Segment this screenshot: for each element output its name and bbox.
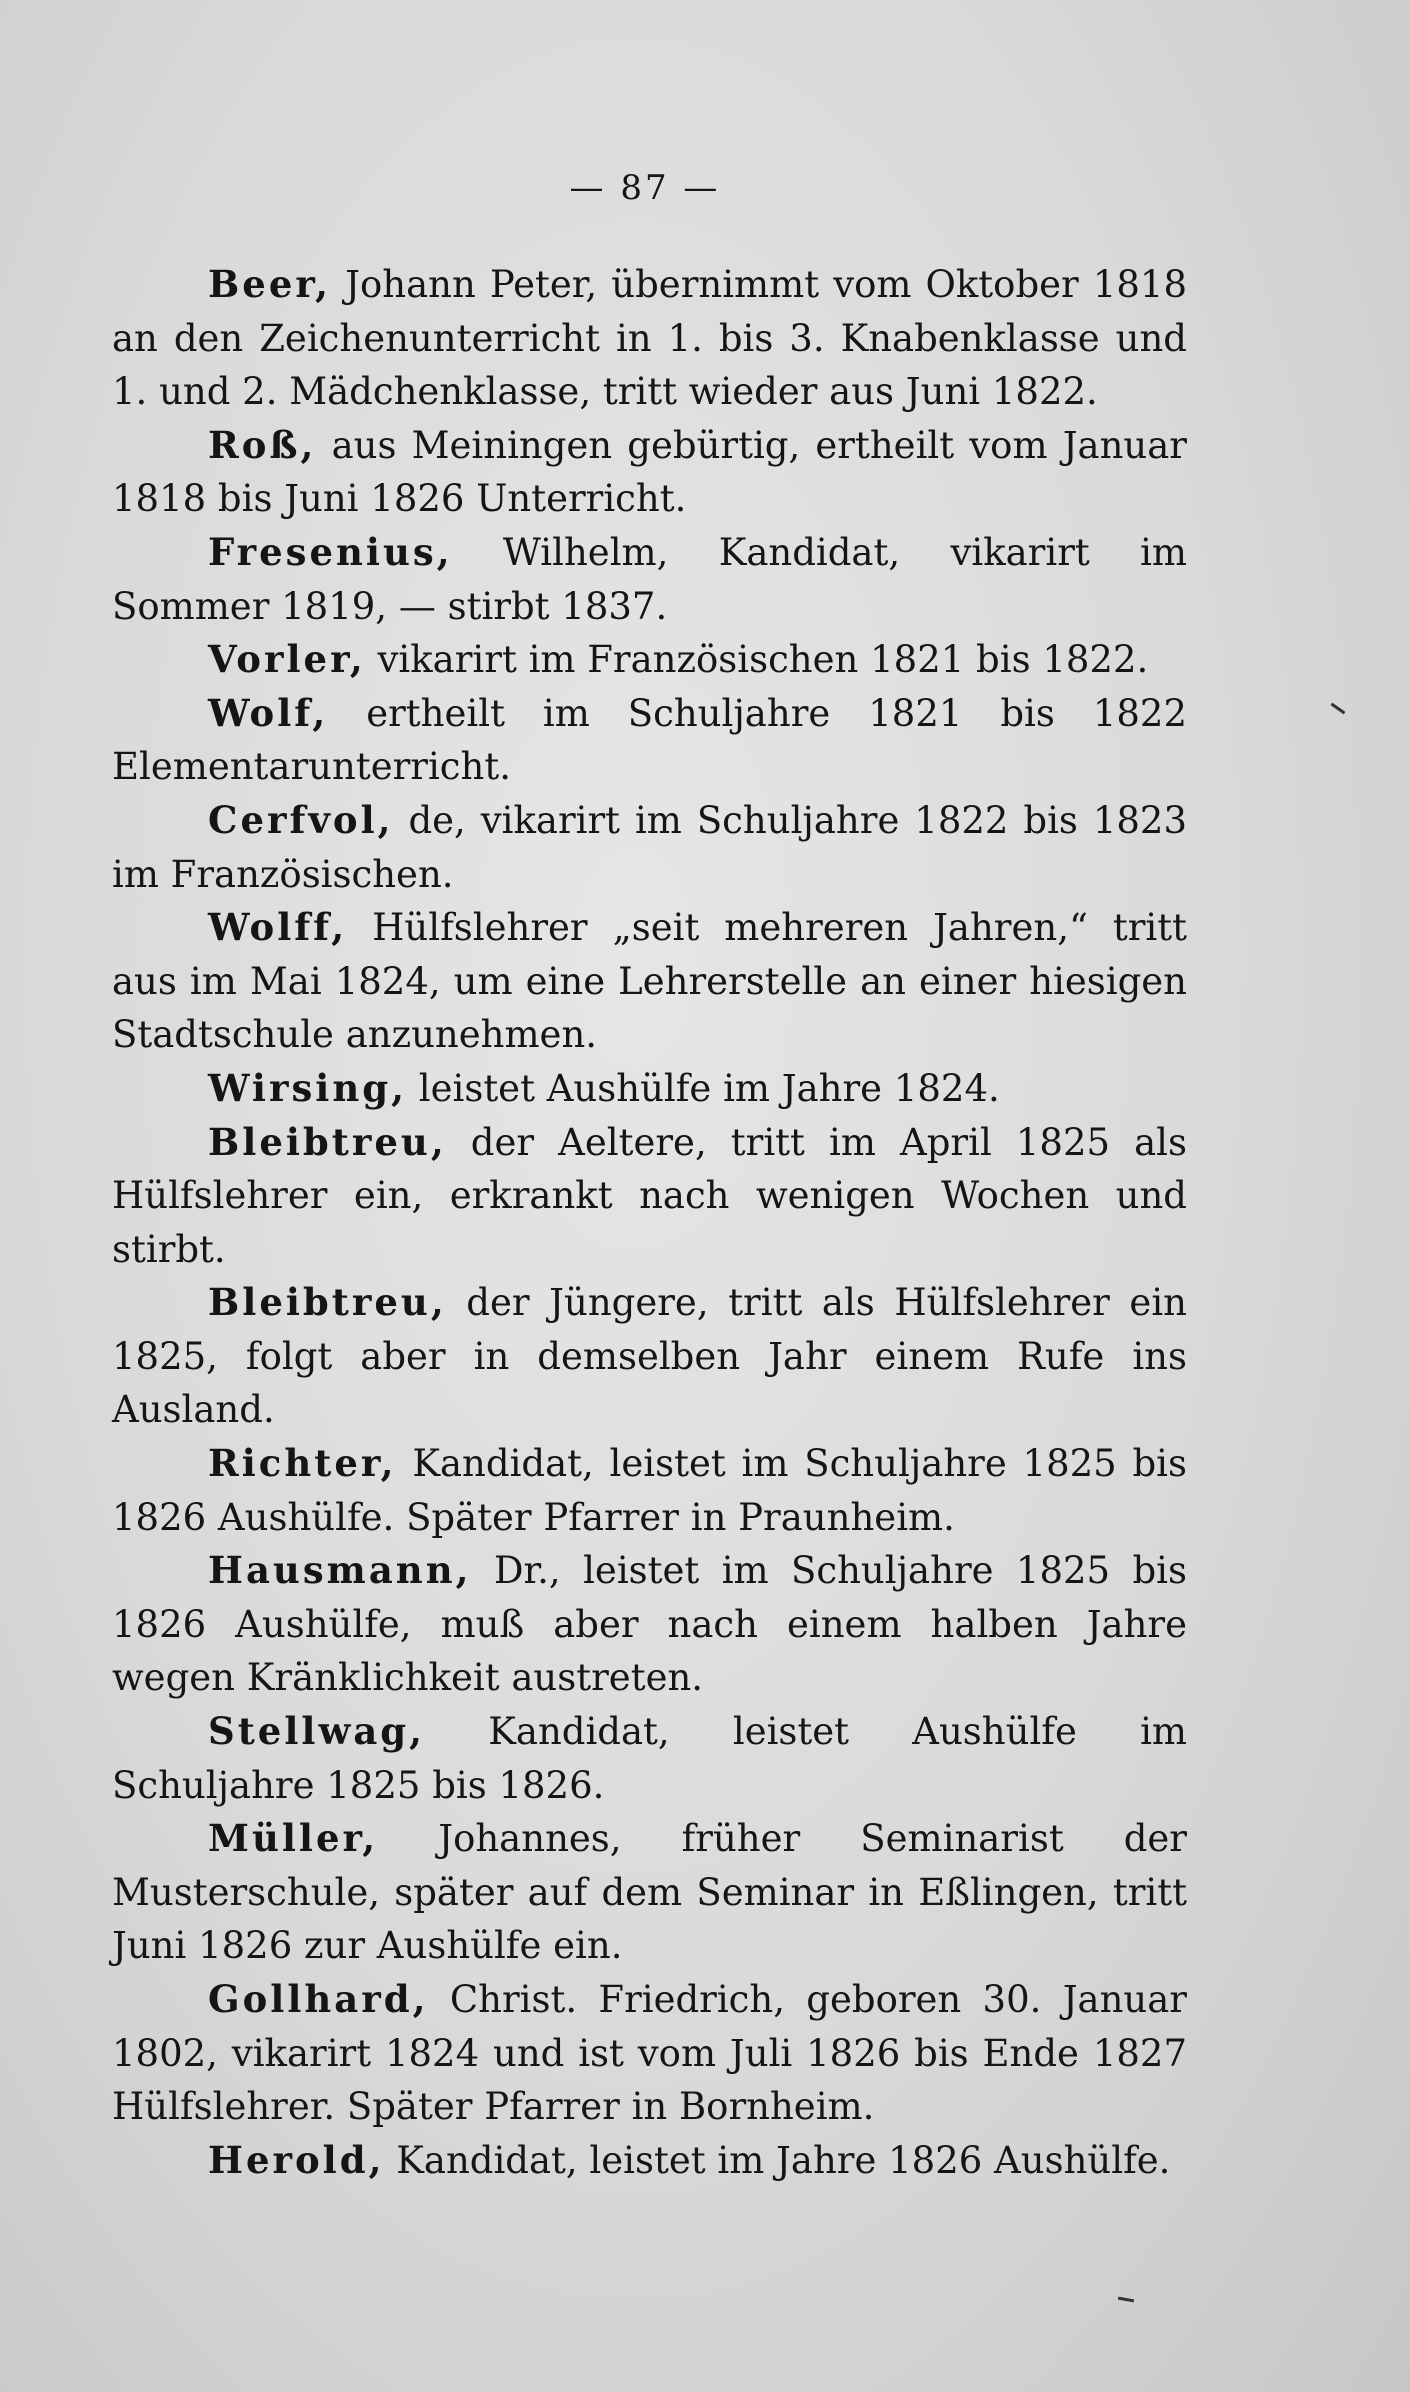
entry-name: Gollhard, — [208, 1977, 429, 2021]
entry — [112, 633, 1187, 687]
entry — [112, 794, 1187, 901]
entry-name: Herold, — [208, 2137, 385, 2182]
entry — [112, 526, 1187, 633]
entry-text: Johann Peter, übernimmt vom Oktober 1818 an den Zeichenunterricht in 1. bis 3. Knabenklasse und 1. und 2. Mädchenklasse, tritt wieder aus Juni 1822. — [112, 263, 1187, 414]
entry-text: ertheilt im Schuljahre 1821 bis 1822 Elementarunterricht. — [112, 691, 1187, 789]
entry-name: Vorler, — [208, 637, 366, 682]
entry-text: Kandidat, leistet im Schuljahre 1825 bis 1826 Aushülfe. Später Pfarrer in Praunheim. — [112, 1442, 1187, 1539]
entry-text: der Jüngere, tritt als Hülfslehrer ein 1825, folgt aber in demselben Jahr einem Rufe ins Ausland. — [112, 1281, 1187, 1432]
entry — [112, 258, 1187, 419]
entry-text: Kandidat, leistet im Jahre 1826 Aushülfe. — [384, 2138, 1171, 2182]
entry — [112, 1544, 1187, 1705]
entry — [112, 1705, 1187, 1812]
entry-text: vikarirt im Französischen 1821 bis 1822. — [365, 638, 1149, 682]
entry-text: Dr., leistet im Schuljahre 1825 bis 1826 Aushülfe, muß aber nach einem halben Jahre wegen Kränklichkeit austreten. — [112, 1549, 1187, 1700]
entry-name: Roß, — [208, 422, 317, 467]
text-block — [112, 258, 1187, 2187]
entry — [112, 1276, 1187, 1437]
entry-name: Bleibtreu, — [208, 1280, 447, 1325]
entry — [112, 1116, 1187, 1277]
entry-name: Stellwag, — [208, 1709, 426, 1754]
entry-name: Fresenius, — [208, 529, 453, 574]
entry-name: Richter, — [208, 1441, 397, 1486]
entry-name: Müller, — [208, 1816, 379, 1861]
entry-name: Wirsing, — [208, 1065, 407, 1110]
ink-speck — [1331, 703, 1346, 715]
entry — [112, 901, 1187, 1062]
entry — [112, 1973, 1187, 2134]
entry-text: leistet Aushülfe im Jahre 1824. — [407, 1066, 1000, 1110]
entry — [112, 687, 1187, 794]
entry — [112, 419, 1187, 526]
entry-name: Beer, — [208, 262, 332, 306]
entry-text: Christ. Friedrich, geboren 30. Januar 1802, vikarirt 1824 und ist vom Juli 1826 bis Ende 1827 Hülfslehrer. Später Pfarrer in Bornheim. — [112, 1978, 1187, 2129]
entry-text: Wilhelm, Kandidat, vikarirt im Sommer 1819, — stirbt 1837. — [112, 530, 1187, 628]
entry — [112, 1437, 1187, 1544]
entry-name: Wolf, — [208, 690, 329, 735]
page-number: — 87 — — [569, 168, 721, 208]
entry — [112, 1812, 1187, 1973]
ink-speck — [1118, 2297, 1134, 2303]
entry-text: Hülfslehrer „seit mehreren Jahren,“ tritt aus im Mai 1824, um eine Lehrerstelle an einer hiesigen Stadtschule anzunehmen. — [112, 906, 1187, 1057]
entry — [112, 1062, 1187, 1116]
entry-text: Johannes, früher Seminarist der Musterschule, später auf dem Seminar in Eßlingen, tritt Juni 1826 zur Aushülfe ein. — [112, 1817, 1187, 1968]
entry-text: Kandidat, leistet Aushülfe im Schuljahre 1825 bis 1826. — [112, 1710, 1187, 1807]
entry-name: Cerfvol, — [208, 797, 394, 842]
entry — [112, 2134, 1187, 2188]
entry-name: Hausmann, — [208, 1548, 472, 1593]
entry-text: de, vikarirt im Schuljahre 1822 bis 1823 im Französischen. — [112, 798, 1187, 896]
entry-name: Bleibtreu, — [208, 1119, 447, 1164]
entry-name: Wolff, — [208, 905, 348, 950]
entry-text: der Aeltere, tritt im April 1825 als Hülfslehrer ein, erkrankt nach wenigen Wochen und stirbt. — [112, 1120, 1187, 1271]
entry-text: aus Meiningen gebürtig, ertheilt vom Januar 1818 bis Juni 1826 Unterricht. — [112, 423, 1187, 521]
